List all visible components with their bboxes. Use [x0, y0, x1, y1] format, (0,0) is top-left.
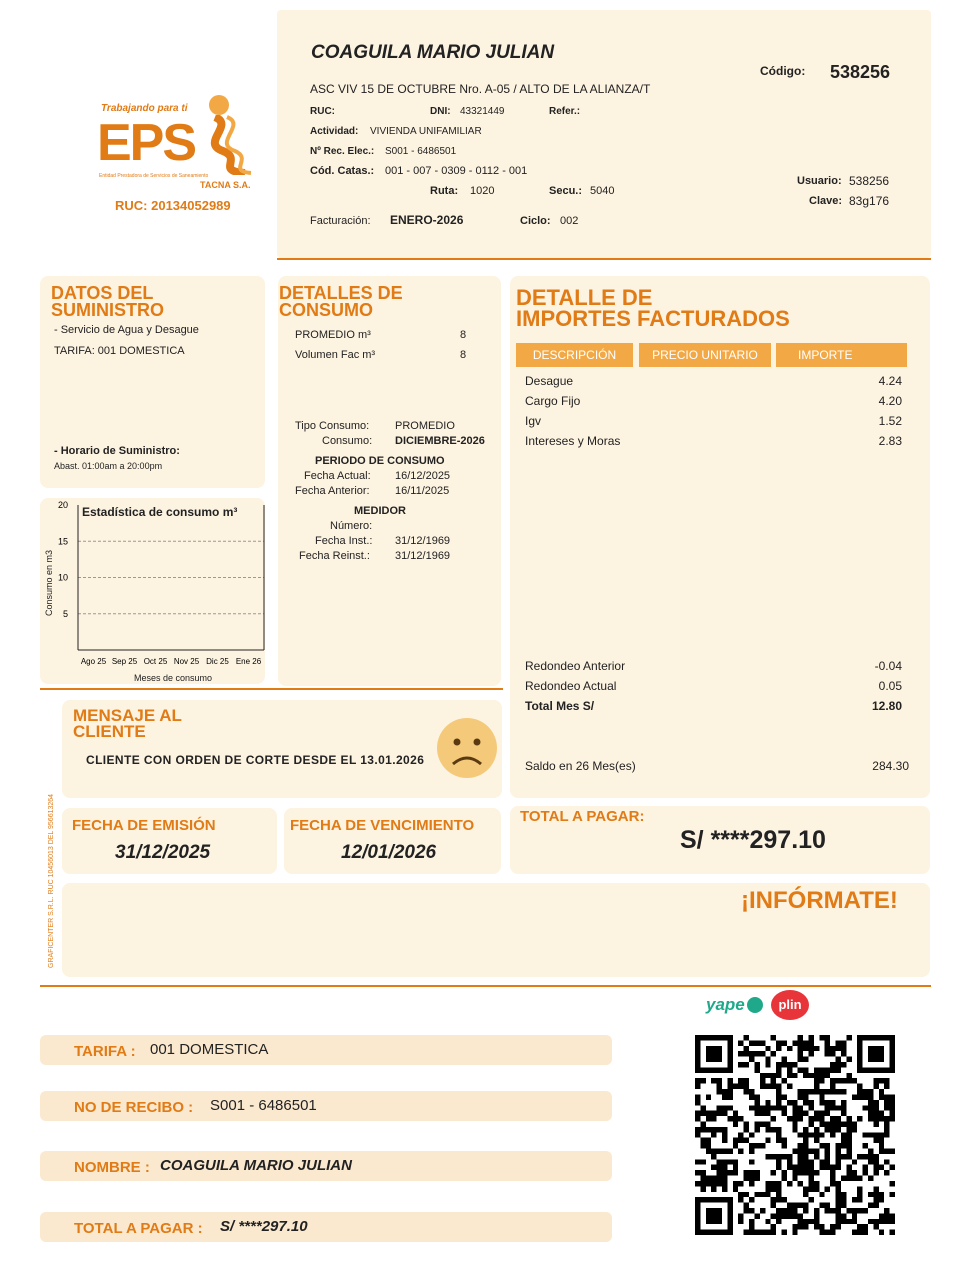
importes-title-line1: DETALLE DE [516, 285, 653, 310]
redondeo-anterior-row [525, 659, 905, 673]
periodo-title: PERIODO DE CONSUMO [315, 455, 445, 467]
numero-label: Número: [330, 520, 373, 532]
secu-label: Secu.: [549, 185, 583, 197]
importe-row [525, 374, 905, 388]
stub-total-row [40, 1212, 612, 1242]
qr-code-icon[interactable] [694, 1035, 896, 1235]
mensaje-divider [40, 688, 503, 690]
rec-elec-value: S001 - 6486501 [385, 146, 457, 157]
chart-xtick-label: Nov 25 [173, 657, 200, 666]
fecha-reinst-label: Fecha Reinst.: [299, 550, 370, 562]
stub-tarifa-value: 001 DOMESTICA [150, 1041, 269, 1058]
rec-elec-label: Nº Rec. Elec.: [310, 146, 375, 157]
usuario-label: Usuario: [797, 175, 842, 187]
volumen-value: 8 [460, 349, 467, 361]
promedio-label: PROMEDIO m³ [295, 329, 371, 341]
chart-title: Estadística de consumo m³ [82, 505, 238, 519]
stub-nombre-row [40, 1151, 612, 1181]
col-importe: IMPORTE [776, 343, 907, 367]
importe-row [525, 414, 905, 428]
consumo-title [279, 285, 403, 319]
printer-side-note: GRAFICENTER S.R.L. RUC 10456013 DEL 956613264 [48, 793, 55, 968]
logo-subtitle: Entidad Prestadora de Servicios de Saneamiento [99, 173, 209, 179]
consumo-title-line1: DETALLES DE [279, 283, 403, 303]
vencimiento-value: 12/01/2026 [341, 842, 437, 863]
mensaje-title-line2: CLIENTE [73, 722, 146, 742]
fecha-anterior-label: Fecha Anterior: [295, 485, 370, 497]
servicio-text: - Servicio de Agua y Desague [54, 324, 199, 336]
fecha-inst-label: Fecha Inst.: [315, 535, 373, 547]
ruc-label: RUC: [310, 106, 335, 117]
vencimiento-label: FECHA DE VENCIMIENTO [290, 817, 475, 834]
chart-ytick-label: 10 [57, 572, 68, 583]
codigo-label: Código: [760, 64, 806, 78]
volumen-label: Volumen Fac m³ [295, 349, 376, 361]
chart-ytick-label: 20 [57, 500, 68, 510]
actividad-label: Actividad: [310, 126, 359, 137]
total-mes-row [525, 699, 905, 713]
refer-label: Refer.: [549, 106, 581, 117]
fecha-actual-value: 16/12/2025 [395, 470, 451, 482]
eps-logo [95, 95, 255, 215]
col-precio-unitario: PRECIO UNITARIO [639, 343, 771, 367]
stub-nombre-value: COAGUILA MARIO JULIAN [160, 1157, 352, 1174]
importes-title-line2: IMPORTES FACTURADOS [516, 305, 790, 331]
yape-badge-icon [747, 997, 763, 1013]
chart-ytick-label: 5 [62, 608, 68, 619]
emision-label: FECHA DE EMISIÓN [72, 817, 216, 834]
ciclo-label: Ciclo: [520, 215, 551, 227]
stub-recibo-row [40, 1091, 612, 1121]
stub-total-value: S/ ****297.10 [220, 1218, 308, 1235]
saldo-row [525, 759, 909, 773]
stub-nombre-label: NOMBRE : [74, 1159, 150, 1176]
customer-address: ASC VIV 15 DE OCTUBRE Nro. A-05 / ALTO DE LA ALIANZA/T [310, 82, 651, 96]
fecha-reinst-value: 31/12/1969 [395, 550, 451, 562]
chart-xtick-label: Ene 26 [235, 657, 262, 666]
saldo-label: Saldo en 26 Mes(es) [525, 759, 636, 773]
clave-label: Clave: [809, 195, 843, 207]
header-divider [277, 258, 931, 260]
importe-value: 4.20 [878, 394, 902, 408]
actividad-value: VIVIENDA UNIFAMILIAR [370, 126, 482, 137]
importe-desc: Cargo Fijo [525, 394, 581, 408]
stub-tarifa-label: TARIFA : [74, 1043, 136, 1060]
yape-text: yape [706, 995, 745, 1014]
secu-value: 5040 [590, 185, 615, 197]
logo-tagline: Trabajando para ti [101, 103, 188, 114]
tipo-label: Tipo Consumo: [295, 420, 370, 432]
consumo-label: Consumo: [322, 435, 373, 447]
promedio-value: 8 [460, 329, 467, 341]
horario-value: Abast. 01:00am a 20:00pm [54, 461, 163, 471]
stub-recibo-value: S001 - 6486501 [210, 1097, 317, 1114]
cod-catas-value: 001 - 007 - 0309 - 0112 - 001 [385, 165, 528, 177]
consumo-value: DICIEMBRE-2026 [395, 435, 485, 447]
suministro-title-line2: SUMINISTRO [51, 300, 165, 321]
bottom-divider [40, 985, 931, 987]
horario-label: - Horario de Suministro: [54, 445, 180, 457]
plin-logo [771, 990, 809, 1020]
stub-total-label: TOTAL A PAGAR : [74, 1220, 203, 1237]
dni-value: 43321449 [460, 106, 505, 117]
logo-city: TACNA S.A. [200, 180, 251, 190]
medidor-title: MEDIDOR [354, 505, 406, 517]
chart-ylabel: Consumo en m3 [44, 549, 54, 616]
logo-wave-icon [195, 115, 253, 175]
importe-desc: Igv [525, 414, 542, 428]
clave-value: 83g176 [849, 194, 890, 208]
fecha-anterior-value: 16/11/2025 [395, 485, 450, 497]
chart-ytick-label: 15 [57, 536, 68, 547]
importe-desc: Intereses y Moras [525, 434, 621, 448]
yape-logo [706, 993, 763, 1017]
importe-value: 4.24 [878, 374, 902, 388]
informate-title: ¡INFÓRMATE! [741, 887, 898, 914]
redondeo-actual-value: 0.05 [878, 679, 902, 693]
col-descripcion: DESCRIPCIÓN [516, 343, 633, 367]
codigo-value: 538256 [830, 62, 891, 82]
importe-row [525, 394, 905, 408]
importe-desc: Desague [525, 374, 574, 388]
emision-value: 31/12/2025 [115, 842, 211, 863]
importes-title [516, 285, 790, 331]
total-mes-label: Total Mes S/ [525, 699, 595, 713]
tipo-value: PROMEDIO [395, 420, 455, 432]
consumption-chart [40, 498, 265, 688]
fecha-actual-label: Fecha Actual: [304, 470, 371, 482]
total-mes-value: 12.80 [871, 699, 902, 713]
chart-xtick-label: Ago 25 [80, 657, 107, 666]
cod-catas-label: Cód. Catas.: [310, 165, 375, 177]
redondeo-actual-row [525, 679, 905, 693]
customer-name: COAGUILA MARIO JULIAN [311, 42, 555, 63]
chart-xtick-label: Dic 25 [206, 657, 229, 666]
stub-recibo-label: NO DE RECIBO : [74, 1099, 194, 1116]
fecha-inst-value: 31/12/1969 [395, 535, 451, 547]
importe-value: 2.83 [878, 434, 902, 448]
redondeo-anterior-value: -0.04 [874, 659, 902, 673]
ruta-value: 1020 [470, 185, 495, 197]
suministro-title [51, 285, 164, 319]
dni-label: DNI: [430, 106, 451, 117]
saldo-value: 284.30 [872, 759, 909, 773]
usuario-value: 538256 [849, 174, 890, 188]
stub-tarifa-row [40, 1035, 612, 1065]
importe-value: 1.52 [878, 414, 902, 428]
chart-xtick-label: Sep 25 [111, 657, 138, 666]
logo-mascot-icon [209, 95, 229, 115]
mensaje-title-line1: MENSAJE AL [73, 706, 182, 725]
chart-xlabel: Meses de consumo [133, 673, 213, 683]
facturacion-value: ENERO-2026 [390, 213, 464, 227]
consumo-title-line2: CONSUMO [279, 300, 373, 321]
importe-row [525, 434, 905, 448]
total-value: S/ ****297.10 [680, 826, 826, 854]
facturacion-label: Facturación: [310, 215, 371, 227]
plin-text: plin [778, 997, 802, 1012]
ciclo-value: 002 [560, 215, 579, 227]
total-label: TOTAL A PAGAR: [520, 808, 645, 825]
logo-letters: EPS [97, 114, 196, 172]
ruta-label: Ruta: [430, 185, 459, 197]
redondeo-actual-label: Redondeo Actual [525, 679, 617, 693]
suministro-title-line1: DATOS DEL [51, 283, 154, 303]
chart-xtick-label: Oct 25 [143, 657, 168, 666]
tarifa-text: TARIFA: 001 DOMESTICA [54, 345, 185, 357]
sad-face-icon [435, 716, 499, 780]
mensaje-text: CLIENTE CON ORDEN DE CORTE DESDE EL 13.01.2026 [86, 753, 425, 767]
logo-ruc: RUC: 20134052989 [115, 198, 231, 213]
redondeo-anterior-label: Redondeo Anterior [525, 659, 626, 673]
mensaje-title [73, 708, 182, 740]
